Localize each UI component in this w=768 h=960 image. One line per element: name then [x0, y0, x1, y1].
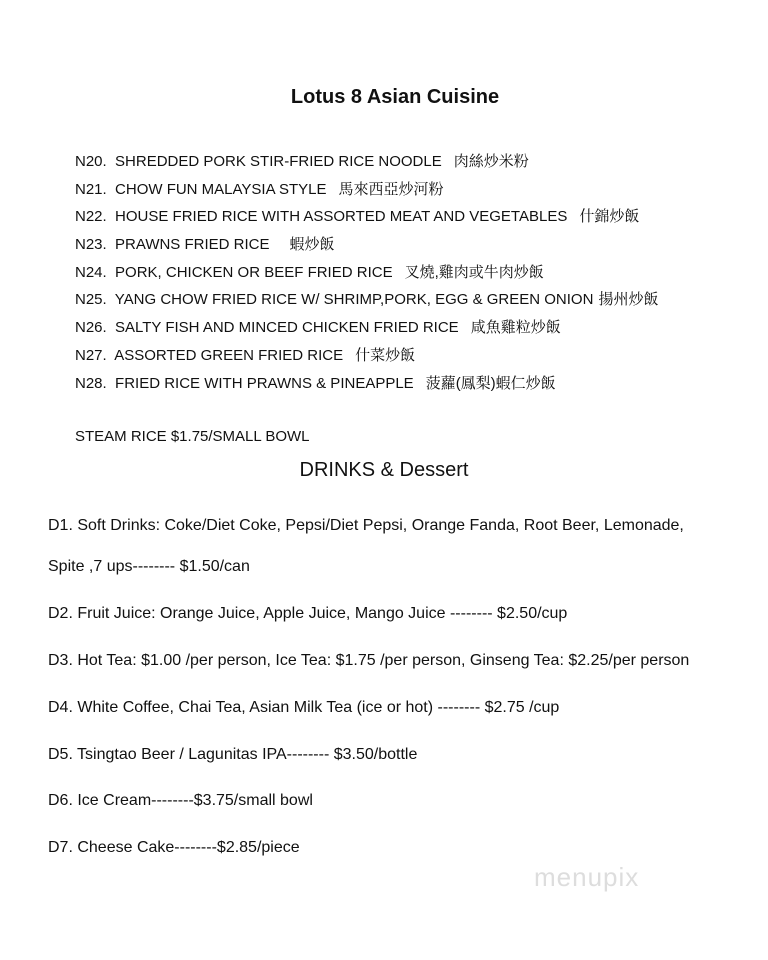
- item-code: N27.: [75, 346, 107, 364]
- menu-item-n25: [75, 288, 658, 316]
- menu-item-n28: [75, 372, 658, 400]
- menu-item-n24: [75, 261, 658, 289]
- drink-item-d5: D5. Tsingtao Beer / Lagunitas IPA-------- $3.50/bottle: [48, 746, 418, 763]
- watermark: menupix: [534, 862, 640, 892]
- item-chinese-name: 什菜炒飯: [355, 346, 416, 364]
- item-chinese-name: 菠蘿(鳳梨)蝦仁炒飯: [425, 374, 556, 392]
- drink-item-d1-cont: Spite ,7 ups-------- $1.50/can: [48, 558, 250, 575]
- item-chinese-name: 叉燒,雞肉或牛肉炒飯: [404, 263, 544, 281]
- item-chinese-name: 馬來西亞炒河粉: [338, 180, 444, 198]
- menu-item-n27: [75, 344, 658, 372]
- item-code: N24.: [75, 263, 107, 281]
- menu-item-n22: [75, 205, 658, 233]
- item-name: CHOW FUN MALAYSIA STYLE: [115, 180, 327, 198]
- item-chinese-name: 揚州炒飯: [598, 291, 659, 309]
- item-code: N22.: [75, 208, 107, 226]
- item-chinese-name: 蝦炒飯: [289, 236, 335, 254]
- item-name: PRAWNS FRIED RICE: [115, 236, 270, 254]
- menu-item-n20: [75, 150, 658, 178]
- menu-item-n23: [75, 233, 658, 261]
- drink-item-d1: D1. Soft Drinks: Coke/Diet Coke, Pepsi/Diet Pepsi, Orange Fanda, Root Beer, Lemonade,: [48, 517, 684, 534]
- item-code: N28.: [75, 374, 107, 392]
- drink-item-d3: D3. Hot Tea: $1.00 /per person, Ice Tea: $1.75 /per person, Ginseng Tea: $2.25/per person: [48, 652, 690, 669]
- item-name: YANG CHOW FRIED RICE W/ SHRIMP,PORK, EGG & GREEN ONION: [114, 291, 594, 309]
- menu-item-n21: [75, 178, 658, 206]
- item-code: N26.: [75, 319, 107, 337]
- item-chinese-name: 肉絲炒米粉: [453, 153, 529, 170]
- item-name: SALTY FISH AND MINCED CHICKEN FRIED RICE: [115, 319, 459, 337]
- item-code: N20.: [75, 153, 107, 170]
- dessert-item-d7: D7. Cheese Cake--------$2.85/piece: [48, 839, 300, 856]
- item-chinese-name: 什錦炒飯: [579, 208, 640, 226]
- item-name: PORK, CHICKEN OR BEEF FRIED RICE: [115, 263, 393, 281]
- drinks-heading: DRINKS & Dessert: [299, 459, 469, 481]
- item-code: N23.: [75, 236, 107, 254]
- item-chinese-name: 咸魚雞粒炒飯: [470, 319, 561, 337]
- item-name: ASSORTED GREEN FRIED RICE: [114, 346, 344, 364]
- noodle-rice-list: [75, 150, 658, 399]
- item-name: FRIED RICE WITH PRAWNS & PINEAPPLE: [115, 374, 414, 392]
- drink-item-d4: D4. White Coffee, Chai Tea, Asian Milk Tea (ice or hot) -------- $2.75 /cup: [48, 699, 560, 716]
- item-code: N25.: [75, 291, 107, 309]
- item-code: N21.: [75, 180, 107, 198]
- menu-item-n26: [75, 316, 658, 344]
- drink-item-d6: D6. Ice Cream--------$3.75/small bowl: [48, 792, 313, 809]
- steam-rice-note: STEAM RICE $1.75/SMALL BOWL: [75, 428, 310, 445]
- item-name: HOUSE FRIED RICE WITH ASSORTED MEAT AND VEGETABLES: [115, 208, 568, 226]
- item-name: SHREDDED PORK STIR-FRIED RICE NOODLE: [115, 153, 442, 170]
- restaurant-title: Lotus 8 Asian Cuisine: [290, 86, 500, 108]
- drink-item-d2: D2. Fruit Juice: Orange Juice, Apple Juice, Mango Juice -------- $2.50/cup: [48, 605, 568, 622]
